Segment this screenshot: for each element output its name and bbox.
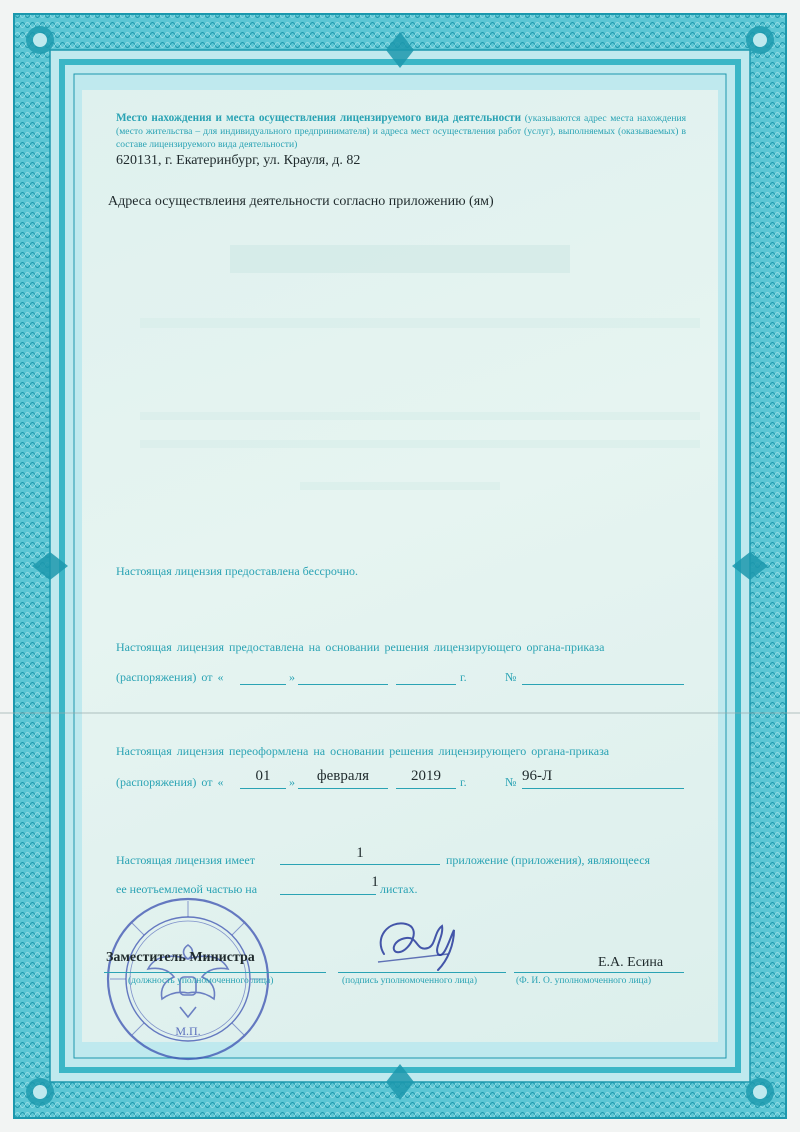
signature-caption: (подпись уполномоченного лица)	[342, 976, 478, 986]
granted-line-2-prefix: (распоряжения) от «	[116, 670, 224, 684]
reissued-year: 2019	[411, 768, 441, 784]
signature-mark	[360, 912, 470, 976]
location-label-note: (указываются адрес места нахождения (место жительства – для индивидуального предпринимателя) и адреса мест осуществления работ (услуг), выполняемых (оказываемых) в составе лицензируемого вида деятельности)	[116, 113, 687, 150]
appendix-line-2-prefix: ее неотъемлемой частью на	[116, 882, 258, 896]
show-through-heading	[230, 245, 570, 273]
granted-line-1: Настоящая лицензия предоставлена на основании решения лицензирующего органа-приказа	[116, 640, 605, 654]
reissued-day: 01	[255, 768, 271, 784]
reissued-month: февраля	[316, 768, 370, 784]
reissued-line-2-prefix: (распоряжения) от «	[116, 775, 224, 789]
name-line	[514, 972, 684, 973]
appendix-line-1-prefix: Настоящая лицензия имеет	[116, 853, 255, 867]
show-through-line	[140, 412, 700, 420]
reissued-day-line	[240, 788, 286, 789]
location-address: 620131, г. Екатеринбург, ул. Крауля, д. 82	[116, 153, 361, 168]
fold-crease	[0, 712, 800, 714]
activity-addresses: Адреса осуществлеиня деятельности согласно приложению (ям)	[108, 194, 494, 209]
reissued-number: 96-Л	[522, 768, 553, 784]
stamp-label: М.П.	[175, 1024, 201, 1038]
show-through-line	[140, 318, 700, 328]
term-statement: Настоящая лицензия предоставлена бессрочно.	[116, 564, 359, 578]
show-through-line	[140, 440, 700, 448]
signature-line	[338, 972, 506, 973]
granted-quote-close: »	[289, 670, 295, 684]
reissued-year-line	[396, 788, 456, 789]
location-label-title: Место нахождения и места осуществления лицензируемого вида деятельности	[116, 112, 522, 124]
granted-number-label: №	[505, 670, 517, 684]
appendix-line-2-suffix: листах.	[380, 882, 418, 896]
granted-year-line	[396, 684, 456, 685]
appendix-count: 1	[356, 845, 364, 861]
reissued-year-suffix: г.	[460, 775, 467, 789]
granted-number-line	[522, 684, 684, 685]
show-through-line	[300, 482, 500, 490]
granted-month-line	[298, 684, 388, 685]
granted-day-line	[240, 684, 286, 685]
reissued-month-line	[298, 788, 388, 789]
granted-year-suffix: г.	[460, 670, 467, 684]
sheet-count: 1	[371, 874, 379, 890]
sheet-count-line	[280, 894, 376, 895]
position-caption: (должность уполномоченного лица)	[128, 976, 274, 986]
signatory-name: Е.А. Есина	[598, 955, 664, 970]
appendix-count-line	[280, 864, 440, 865]
reissued-line-1: Настоящая лицензия переоформлена на основании решения лицензирующего органа-приказа	[116, 744, 610, 758]
name-caption: (Ф. И. О. уполномоченного лица)	[516, 976, 651, 986]
reissued-number-line	[522, 788, 684, 789]
signatory-position: Заместитель Министра	[106, 950, 255, 965]
reissued-number-label: №	[505, 775, 517, 789]
location-label	[116, 112, 686, 151]
reissued-quote-close: »	[289, 775, 295, 789]
position-line	[104, 972, 326, 973]
appendix-line-1-suffix: приложение (приложения), являющееся	[446, 853, 651, 867]
